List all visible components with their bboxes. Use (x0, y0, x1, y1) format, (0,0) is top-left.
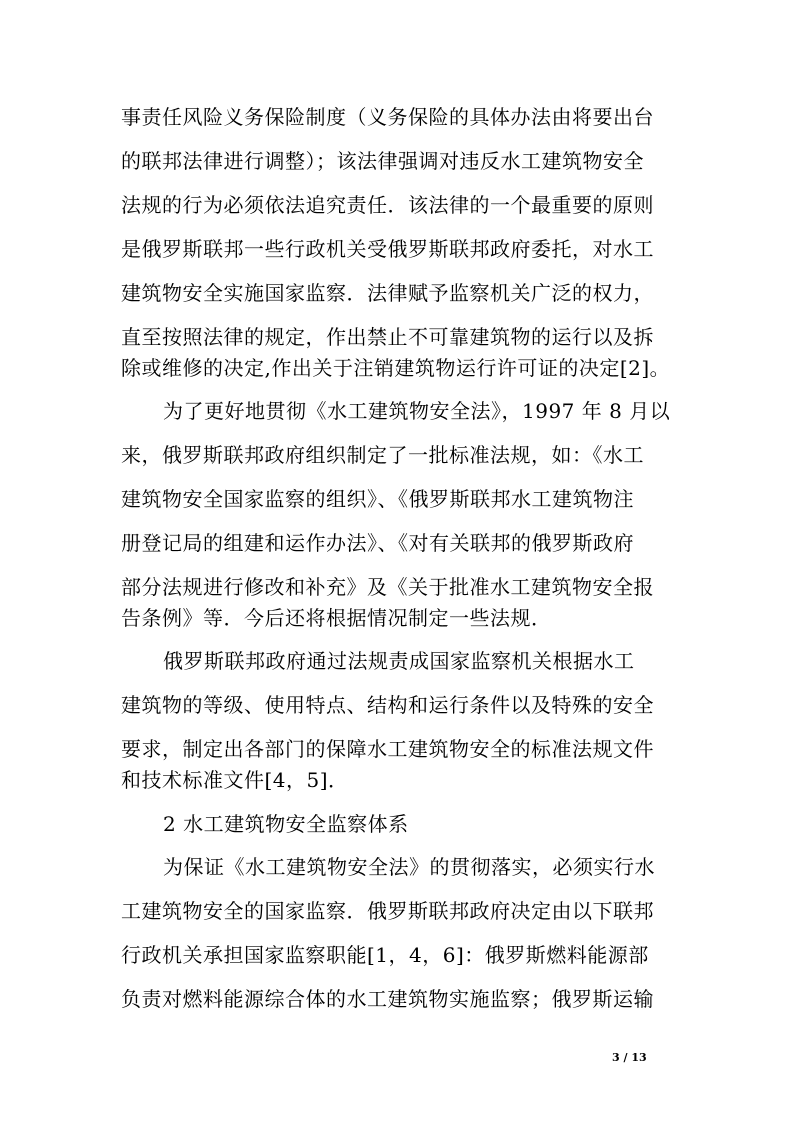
text-line: 来，俄罗斯联邦政府组织制定了一批标准法规，如：《水工 (121, 443, 644, 467)
text-line: 为保证《水工建筑物安全法》的贯彻落实，必须实行水 (163, 855, 655, 879)
section-heading: 2 水工建筑物安全监察体系 (163, 812, 409, 836)
text-line: 俄罗斯联邦政府通过法规责成国家监察机关根据水工 (163, 649, 635, 673)
text-line: 工建筑物安全的国家监察．俄罗斯联邦政府决定由以下联邦 (121, 899, 654, 923)
text-line: 的联邦法律进行调整）；该法律强调对违反水工建筑物安全 (121, 149, 644, 173)
text-line: 建筑物的等级、使用特点、结构和运行条件以及特殊的安全 (121, 693, 654, 717)
text-line: 册登记局的组建和运作办法》、《对有关联邦的俄罗斯政府 (121, 531, 634, 555)
text-line: 负责对燃料能源综合体的水工建筑物实施监察；俄罗斯运输 (121, 987, 654, 1011)
text-line: 和技术标准文件[4，5]． (121, 768, 349, 792)
text-line: 法规的行为必须依法追究责任．该法律的一个最重要的原则 (121, 193, 654, 217)
text-line: 是俄罗斯联邦一些行政机关受俄罗斯联邦政府委托，对水工 (121, 237, 654, 261)
text-line: 告条例》等．今后还将根据情况制定一些法规． (121, 606, 552, 630)
text-line: 行政机关承担国家监察职能[1，4，6]：俄罗斯燃料能源部 (121, 943, 649, 967)
page-number: 3 / 13 (612, 1051, 647, 1064)
text-line: 事责任风险义务保险制度（义务保险的具体办法由将要出台 (121, 105, 654, 129)
text-line: 为了更好地贯彻《水工建筑物安全法》，1997 年 8 月以 (163, 399, 671, 423)
text-line: 建筑物安全实施国家监察．法律赋予监察机关广泛的权力， (121, 281, 654, 305)
text-line: 部分法规进行修改和补充》及《关于批准水工建筑物安全报 (121, 575, 654, 599)
text-line: 直至按照法律的规定，作出禁止不可靠建筑物的运行以及拆 (121, 325, 654, 349)
text-line: 建筑物安全国家监察的组织》、《俄罗斯联邦水工建筑物注 (121, 487, 634, 511)
text-line: 要求，制定出各部门的保障水工建筑物安全的标准法规文件 (121, 737, 654, 761)
text-line: 除或维修的决定,作出关于注销建筑物运行许可证的决定[2]。 (121, 356, 671, 380)
